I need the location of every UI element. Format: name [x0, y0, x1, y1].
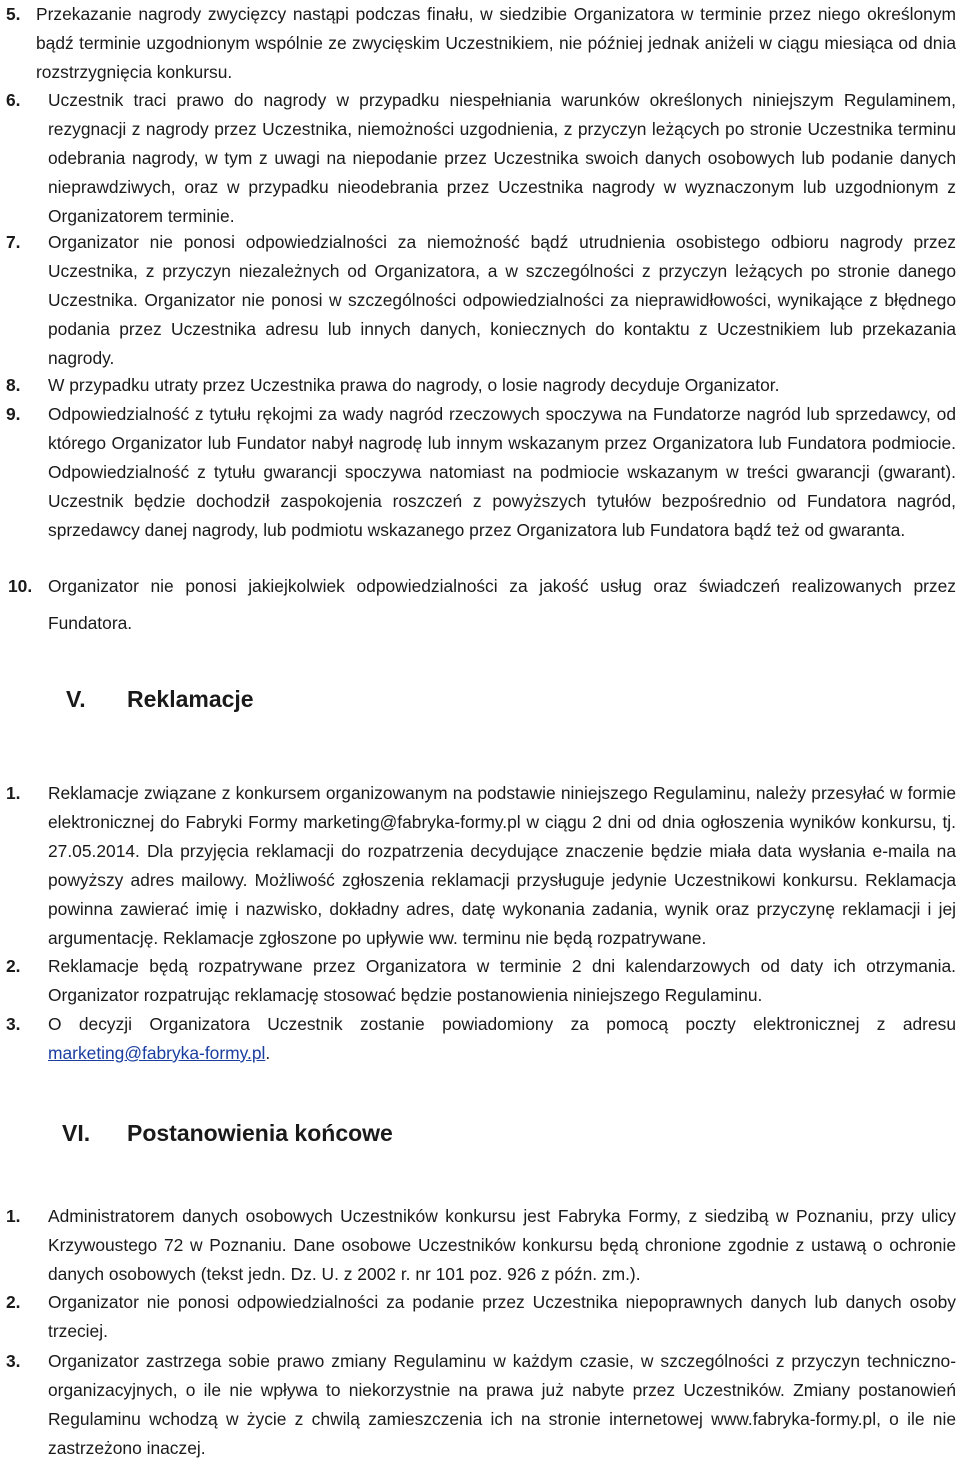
item-number: 3.: [6, 1014, 21, 1034]
section-title: Reklamacje: [127, 686, 254, 712]
item-number: 8.: [6, 375, 21, 395]
item-text: Przekazanie nagrody zwycięzcy nastąpi podczas finału, w siedzibie Organizatora w terminie przez niego określonym bądź terminie uzgodnionym wspólnie ze zwycięskim Uczestnikiem, nie później jednak aniżeli w ciągu miesiąca od dnia rozstrzygnięcia konkursu.: [36, 4, 956, 82]
list-item: [0, 86, 956, 231]
item-text: Organizator nie ponosi odpowiedzialności za niemożność bądź utrudnienia osobistego odbioru nagrody przez Uczestnika, z przyczyn niezależnych od Organizatora, a w szczególności z przyczyn leżących po stronie danego Uczestnika. Organizator nie ponosi w szczególności odpowiedzialności za nieprawidłowości, wynikające z błędnego podania przez Uczestnika adresu lub innych danych, koniecznych do kontaktu z Uczestnikiem lub przekazania nagrody.: [48, 232, 956, 368]
item-text: Reklamacje związane z konkursem organizowanym na podstawie niniejszego Regulaminu, należy przesyłać w formie elektronicznej do Fabryki Formy marketing@fabryka-formy.pl w ciągu 2 dni od dnia ogłoszenia wyników konkursu, tj. 27.05.2014. Dla przyjęcia reklamacji do rozpatrzenia decydujące znaczenie będzie miała data wysłania e-maila na powyższy adres mailowy. Możliwość zgłoszenia reklamacji przysługuje jedynie Uczestnikowi konkursu. Reklamacja powinna zawierać imię i nazwisko, dokładny adres, datę wykonania zadania, wynik oraz przyczynę reklamacji i jej argumentację. Reklamacje zgłoszone po upływie ww. terminu nie będą rozpatrywane.: [48, 783, 956, 948]
item-text: Organizator nie ponosi jakiejkolwiek odpowiedzialności za jakość usług oraz świadczeń realizowanych przez: [48, 576, 956, 596]
email-link[interactable]: marketing@fabryka-formy.pl: [48, 1042, 266, 1063]
item-text: Administratorem danych osobowych Uczestników konkursu jest Fabryka Formy, z siedzibą w Poznaniu, przy ulicy Krzywoustego 72 w Poznaniu. Dane osobowe Uczestników konkursu będą chronione zgodnie z ustawą o ochronie danych osobowych (tekst jedn. Dz. U. z 2002 r. nr 101 poz. 926 z późn. zm.).: [48, 1206, 956, 1284]
item-number: 2.: [6, 1292, 21, 1312]
item-text: Reklamacje będą rozpatrywane przez Organizatora w terminie 2 dni kalendarzowych od daty ich otrzymania. Organizator rozpatrując reklamację stosować będzie postanowienia niniejszego Regulaminu.: [48, 956, 956, 1005]
item-number: 5.: [6, 4, 21, 24]
item-text: O decyzji Organizatora Uczestnik zostanie powiadomiony za pomocą poczty elektronicznej z adresu: [48, 1014, 956, 1034]
list-item: [0, 1288, 956, 1346]
item-text: Organizator zastrzega sobie prawo zmiany Regulaminu w każdym czasie, w szczególności z przyczyn techniczno-organizacyjnych, o ile nie wpływa to niekorzystnie na prawa już nabyte przez Uczestników. Zmiany postanowień Regulaminu wchodzą w życie z chwilą zamieszczenia ich na stronie internetowej www.fabryka-formy.pl, o ile nie zastrzeżono inaczej.: [48, 1351, 956, 1458]
list-item: [0, 952, 956, 1010]
list-item: [0, 0, 956, 87]
list-item: [0, 1010, 956, 1068]
item-number: 1.: [6, 783, 21, 803]
item-text: W przypadku utraty przez Uczestnika prawa do nagrody, o losie nagrody decyduje Organizator.: [48, 375, 780, 395]
section-number: V.: [66, 686, 86, 712]
item-text-continued: Fundatora.: [48, 612, 133, 633]
item-text: Odpowiedzialność z tytułu rękojmi za wady nagród rzeczowych spoczywa na Fundatorze nagród lub sprzedawcy, od którego Organizator lub Fundator nabył nagrodę lub innym wskazanym przez Organizatora lub Fundatora podmiocie. Odpowiedzialność z tytułu gwarancji spoczywa natomiast na podmiocie wskazanym w treści gwarancji (gwarant). Uczestnik będzie dochodził zaspokojenia roszczeń z powyższych tytułów bezpośrednio od Fundatora nagród, sprzedawcy danej nagrody, lub podmiotu wskazanego przez Organizatora lub Fundatora bądź też od gwaranta.: [48, 404, 956, 540]
item-number: 3.: [6, 1351, 21, 1371]
list-item: [0, 779, 956, 952]
item-text-continued: [48, 1039, 956, 1068]
list-item: [0, 400, 956, 545]
item-number: 2.: [6, 956, 21, 976]
section-title: Postanowienia końcowe: [127, 1120, 393, 1146]
item-number: 1.: [6, 1206, 21, 1226]
list-item: [0, 228, 956, 373]
list-item: [0, 572, 956, 638]
item-number: 9.: [6, 404, 21, 424]
item-number: 10.: [8, 576, 33, 596]
list-item: [0, 1202, 956, 1289]
section-heading-v: [66, 686, 254, 713]
sentence-end: .: [265, 1042, 271, 1063]
list-item: [0, 1347, 956, 1463]
section-number: VI.: [62, 1120, 91, 1146]
section-heading-vi: [62, 1120, 393, 1147]
item-text: Uczestnik traci prawo do nagrody w przypadku niespełniania warunków określonych niniejszym Regulaminem, rezygnacji z nagrody przez Uczestnika, niemożności uzgodnienia, z przyczyn leżących po stronie Uczestnika terminu odebrania nagrody, w tym z uwagi na niepodanie przez Uczestnika swoich danych osobowych lub podanie danych nieprawdziwych, oraz w przypadku nieodebrania przez Uczestnika nagrody w wyznaczonym lub uzgodnionym z Organizatorem terminie.: [48, 90, 956, 226]
item-text: Organizator nie ponosi odpowiedzialności za podanie przez Uczestnika niepoprawnych danych lub danych osoby trzeciej.: [48, 1292, 956, 1341]
item-number: 6.: [6, 90, 21, 110]
item-number: 7.: [6, 232, 21, 252]
list-item: [0, 371, 956, 400]
